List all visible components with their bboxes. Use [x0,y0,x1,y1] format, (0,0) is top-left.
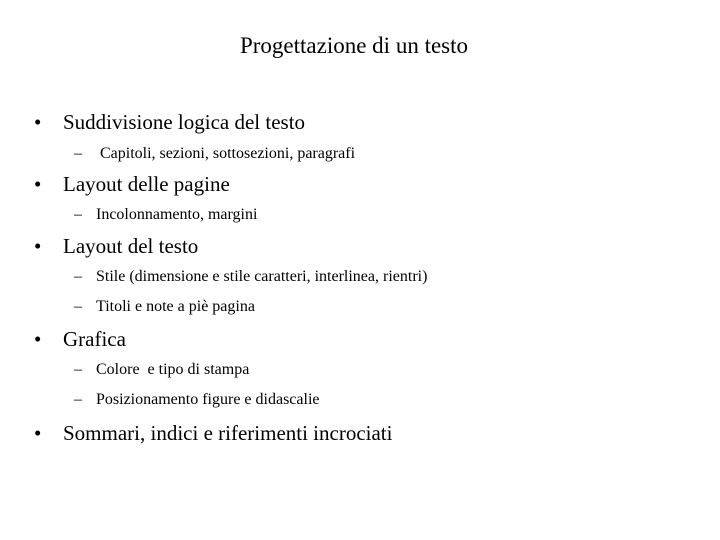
bullet-label: Sommari, indici e riferimenti incrociati [63,421,393,445]
bullet-marker: • [34,110,42,134]
dash-marker: – [74,361,82,378]
bullet-label: Suddivisione logica del testo [63,110,306,134]
sub-item-label: Posizionamento figure e didascalie [96,391,320,408]
bullet-item [34,419,392,447]
bullet-item [34,108,305,136]
dash-marker: – [74,145,82,162]
sub-item [74,143,355,165]
dash-marker: – [74,268,82,285]
sub-item-label: Titoli e note a piè pagina [96,298,255,315]
bullet-marker: • [34,234,42,258]
dash-marker: – [74,206,82,223]
bullet-item [34,325,126,353]
dash-marker: – [74,298,82,315]
bullet-label: Grafica [63,327,126,351]
sub-item [74,204,257,226]
dash-marker: – [74,391,82,408]
bullet-label: Layout del testo [63,234,199,258]
sub-item [74,359,249,381]
sub-item [74,296,255,318]
bullet-label: Layout delle pagine [63,172,230,196]
sub-item [74,266,427,288]
slide-title: Progettazione di un testo [239,33,469,58]
bullet-marker: • [34,327,42,351]
sub-item-label: Incolonnamento, margini [96,206,258,223]
sub-item-label: Capitoli, sezioni, sottosezioni, paragrafi [96,145,356,162]
sub-item-label: Colore e tipo di stampa [96,361,250,378]
bullet-item [34,232,198,260]
bullet-marker: • [34,172,42,196]
bullet-marker: • [34,421,42,445]
sub-item-label: Stile (dimensione e stile caratteri, interlinea, rientri) [96,268,428,285]
sub-item [74,389,319,411]
bullet-item [34,170,230,198]
